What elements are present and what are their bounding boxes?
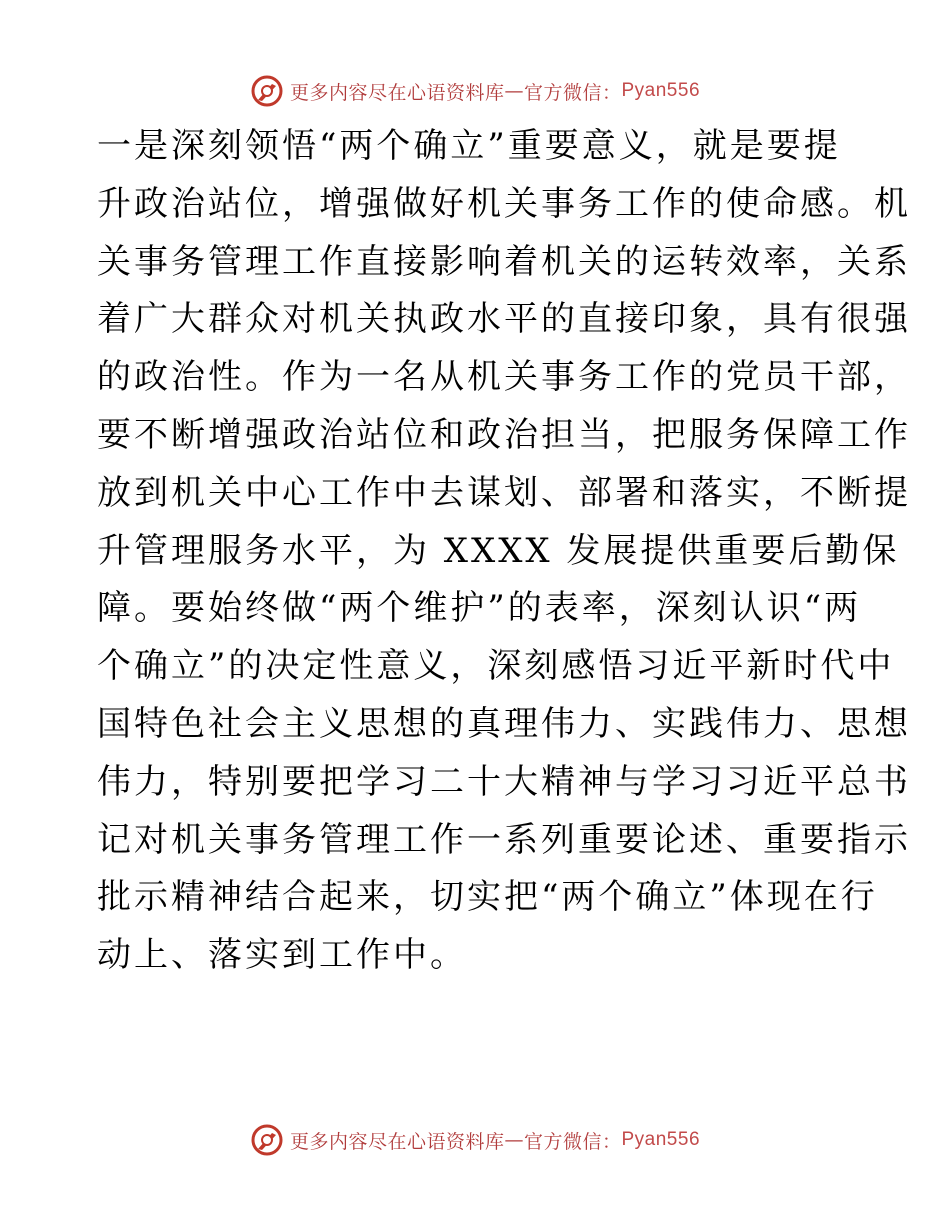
body-line: 升政治站位，增强做好机关事务工作的使命感。机: [97, 183, 911, 224]
body-line: 伟力，特别要把学习二十大精神与学习习近平总书: [97, 761, 911, 802]
body-line: 一是深刻领悟“两个确立”重要意义，就是要提: [97, 126, 841, 166]
footer-banner: [0, 1120, 950, 1160]
body-line: 批示精神结合起来，切实把“两个确立”体现在行: [97, 877, 878, 918]
footer-wechat-id: Pyan556: [621, 1129, 701, 1150]
body-line: 要不断增强政治站位和政治担当，把服务保障工作: [97, 414, 911, 455]
body-paragraph: [97, 118, 911, 985]
header-site-text: 更多内容尽在心语资料库: [289, 81, 505, 104]
body-line: 动上、落实到工作中。: [97, 935, 467, 976]
header-separator: —: [504, 80, 524, 102]
quill-circle-logo-icon: [250, 74, 284, 108]
body-line: 关事务管理工作直接影响着机关的运转效率，关系: [97, 241, 911, 282]
header-wechat-label: 官方微信：: [523, 81, 622, 104]
header-wechat-id: Pyan556: [621, 80, 701, 101]
footer-separator: —: [504, 1129, 524, 1151]
footer-site-text: 更多内容尽在心语资料库: [289, 1130, 505, 1153]
body-line: 国特色社会主义思想的真理伟力、实践伟力、思想: [97, 703, 911, 744]
body-line: 的政治性。作为一名从机关事务工作的党员干部，: [97, 357, 911, 398]
body-line: 放到机关中心工作中去谋划、部署和落实，不断提: [97, 472, 911, 513]
footer-wechat-label: 官方微信：: [523, 1130, 622, 1153]
body-line: 障。要始终做“两个维护”的表率，深刻认识“两: [97, 588, 862, 629]
body-line: 升管理服务水平，为 XXXX 发展提供重要后勤保: [97, 530, 900, 571]
quill-circle-logo-icon: [250, 1123, 284, 1157]
body-line: 记对机关事务管理工作一系列重要论述、重要指示: [97, 819, 911, 860]
header-banner: [0, 71, 950, 111]
body-line: 着广大群众对机关执政水平的直接印象，具有很强: [97, 299, 911, 340]
body-line: 个确立”的决定性意义，深刻感悟习近平新时代中: [97, 646, 895, 687]
